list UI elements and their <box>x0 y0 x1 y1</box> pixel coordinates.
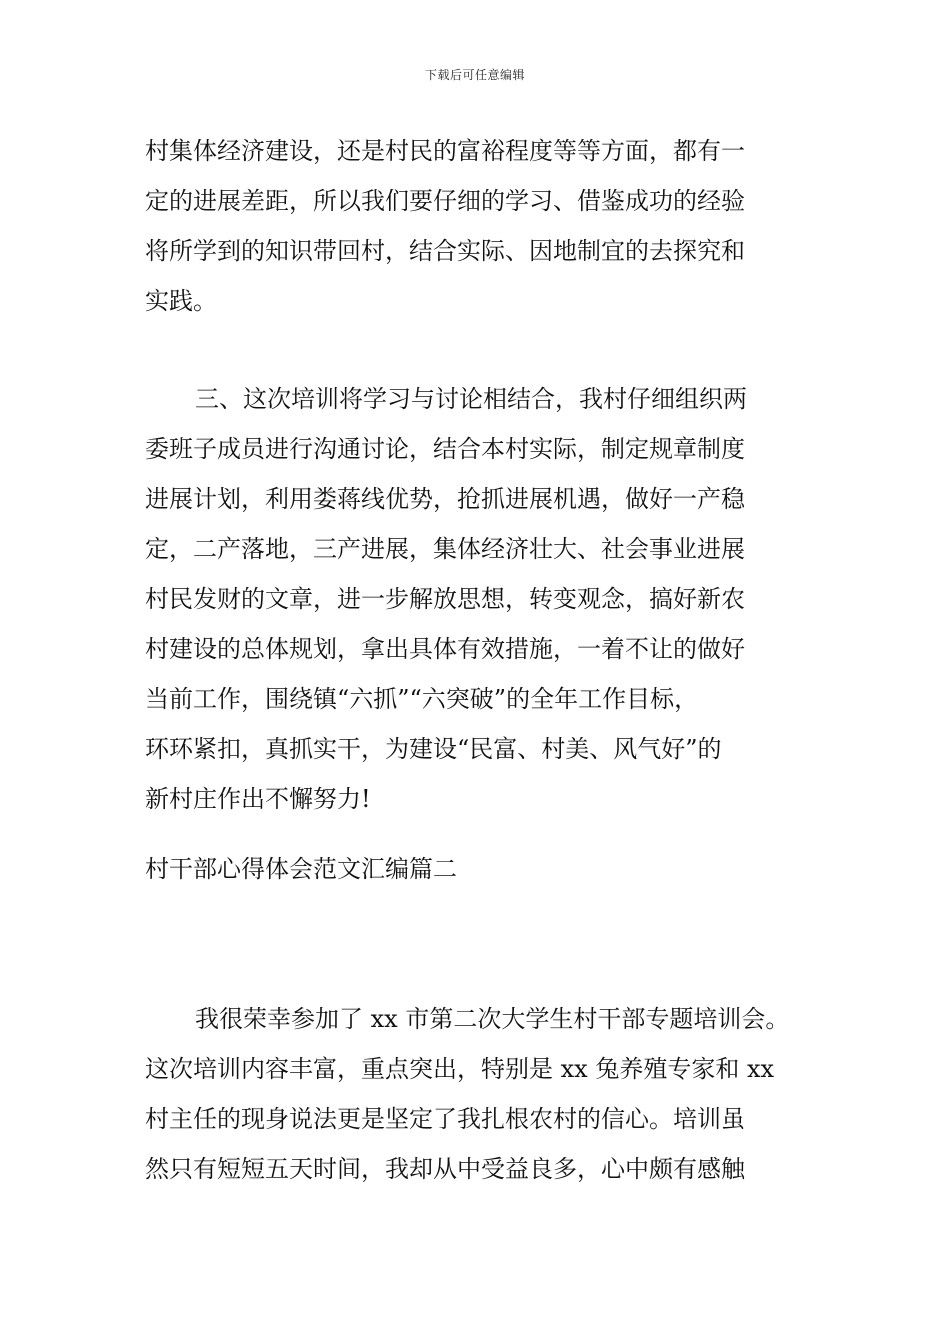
document-body <box>145 126 810 1194</box>
paragraph-line: 三、这次培训将学习与讨论相结合，我村仔细组织两 <box>195 385 747 413</box>
paragraph-2 <box>145 374 810 824</box>
paragraph-line: 环环紧扣，真抓实干，为建设“民富、村美、风气好”的 <box>145 735 722 763</box>
paragraph-line: 定，二产落地，三产进展，集体经济壮大、社会事业进展 <box>145 535 745 563</box>
paragraph-line: 村建设的总体规划，拿出具体有效措施，一着不让的做好 <box>145 635 745 663</box>
paragraph-line: 新村庄作出不懈努力! <box>145 785 371 813</box>
paragraph-line: 这次培训内容丰富，重点突出，特别是 xx 兔养殖专家和 xx <box>145 1055 775 1083</box>
paragraph-line: 当前工作，围绕镇“六抓”“六突破”的全年工作目标， <box>145 685 699 713</box>
paragraph-line: 将所学到的知识带回村，结合实际、因地制宜的去探究和 <box>145 237 745 265</box>
paragraph-3 <box>145 994 810 1194</box>
section-heading: 村干部心得体会范文汇编篇二 <box>145 855 457 883</box>
paragraph-gap <box>145 326 810 374</box>
paragraph-gap <box>145 824 810 844</box>
paragraph-gap <box>145 894 810 994</box>
paragraph-line: 实践。 <box>145 287 217 315</box>
paragraph-line: 然只有短短五天时间，我却从中受益良多，心中颇有感触 <box>145 1155 745 1183</box>
paragraph-line: 进展计划，利用娄蒋线优势，抢抓进展机遇，做好一产稳 <box>145 485 745 513</box>
paragraph-line: 村主任的现身说法更是坚定了我扎根农村的信心。培训虽 <box>145 1105 745 1133</box>
paragraph-line: 村民发财的文章，进一步解放思想，转变观念，搞好新农 <box>145 585 745 613</box>
paragraph-line: 定的进展差距，所以我们要仔细的学习、借鉴成功的经验 <box>145 187 745 215</box>
paragraph-1 <box>145 126 810 326</box>
paragraph-line: 委班子成员进行沟通讨论，结合本村实际，制定规章制度 <box>145 435 745 463</box>
page-header-note: 下载后可任意编辑 <box>424 68 525 82</box>
paragraph-line: 村集体经济建设，还是村民的富裕程度等等方面，都有一 <box>145 137 745 165</box>
paragraph-line: 我很荣幸参加了 xx 市第二次大学生村干部专题培训会。 <box>195 1005 790 1033</box>
